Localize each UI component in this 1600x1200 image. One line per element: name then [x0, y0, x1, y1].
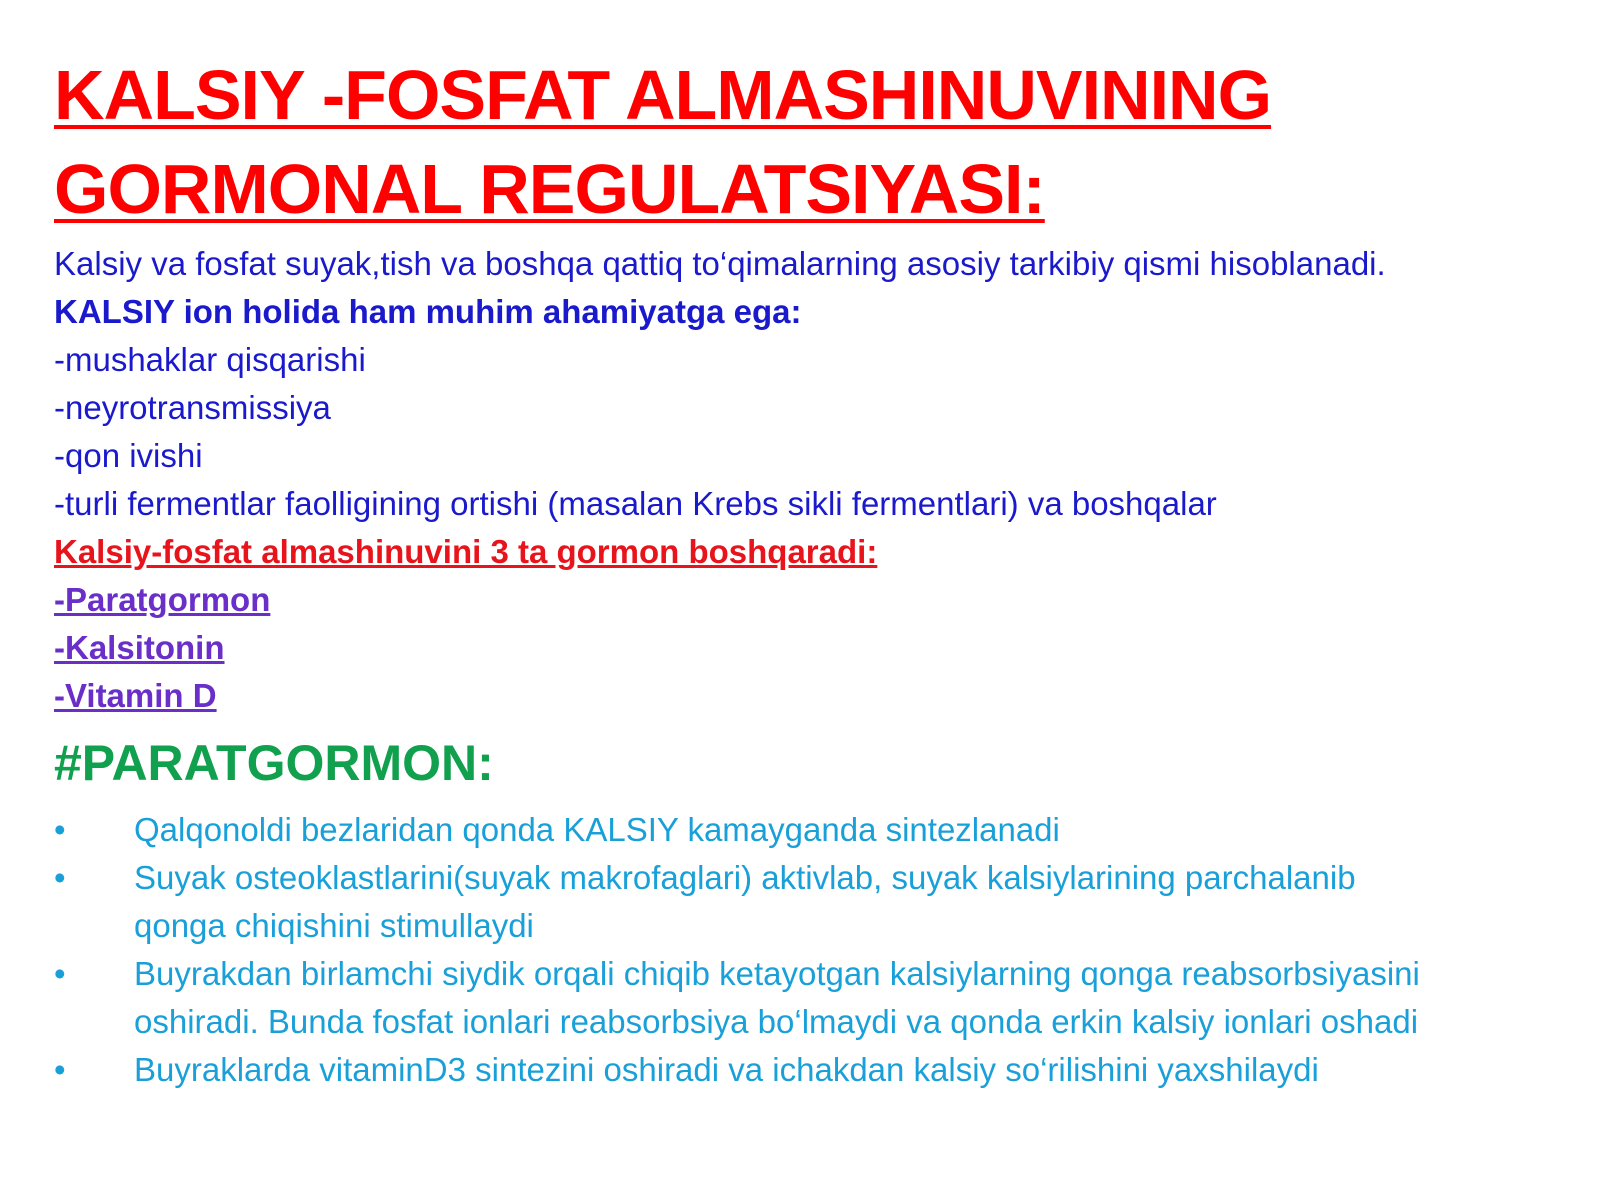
- bullet-icon: •: [54, 1051, 66, 1088]
- bullet-list: [54, 806, 1584, 1094]
- bullet-text: Buyrakdan birlamchi siydik orqali chiqib ketayotgan kalsiylarning qonga reabsorbsiyasini: [134, 955, 1420, 992]
- hormone-link-vitamin-d[interactable]: -Vitamin D: [54, 677, 217, 714]
- hormone-link-kalsitonin[interactable]: -Kalsitonin: [54, 629, 225, 666]
- hormones-heading: Kalsiy-fosfat almashinuvini 3 ta gormon boshqaradi:: [54, 533, 878, 570]
- bullet-text: Suyak osteoklastlarini(suyak makrofaglari) aktivlab, suyak kalsiylarining parchalanib: [134, 859, 1356, 896]
- bullet-item: [54, 1046, 1584, 1094]
- bullet-item: [54, 854, 1584, 950]
- bullet-item: [54, 806, 1584, 854]
- slide-title: [54, 48, 1271, 236]
- slide-title-line-1: KALSIY -FOSFAT ALMASHINUVINING: [54, 56, 1272, 134]
- ion-heading: KALSIY ion holida ham muhim ahamiyatga ega:: [54, 293, 802, 330]
- bullet-item: [54, 950, 1584, 1046]
- function-item: -mushaklar qisqarishi: [54, 341, 366, 378]
- bullet-text: Buyraklarda vitaminD3 sintezini oshiradi va ichakdan kalsiy so‘rilishini yaxshilaydi: [134, 1051, 1319, 1088]
- bullet-icon: •: [54, 859, 66, 896]
- section-title: #PARATGORMON:: [54, 735, 494, 791]
- bullet-icon: •: [54, 955, 66, 992]
- function-item: -neyrotransmissiya: [54, 389, 331, 426]
- bullet-text: qonga chiqishini stimullaydi: [134, 907, 534, 944]
- function-item: -qon ivishi: [54, 437, 203, 474]
- bullet-icon: •: [54, 811, 66, 848]
- bullet-text: Qalqonoldi bezlaridan qonda KALSIY kamayganda sintezlanadi: [134, 811, 1060, 848]
- intro-text: Kalsiy va fosfat suyak,tish va boshqa qattiq to‘qimalarning asosiy tarkibiy qismi hisoblanadi.: [54, 245, 1386, 282]
- function-item: -turli fermentlar faolligining ortishi (masalan Krebs sikli fermentlari) va boshqalar: [54, 485, 1217, 522]
- function-list: [54, 336, 1584, 528]
- hormone-link-paratgormon[interactable]: -Paratgormon: [54, 581, 271, 618]
- bullet-text: oshiradi. Bunda fosfat ionlari reabsorbsiya bo‘lmaydi va qonda erkin kalsiy ionlari oshadi: [134, 1003, 1419, 1040]
- slide-body: [54, 240, 1584, 1094]
- hormone-list: [54, 576, 1584, 720]
- slide-title-line-2: GORMONAL REGULATSIYASI:: [54, 150, 1045, 228]
